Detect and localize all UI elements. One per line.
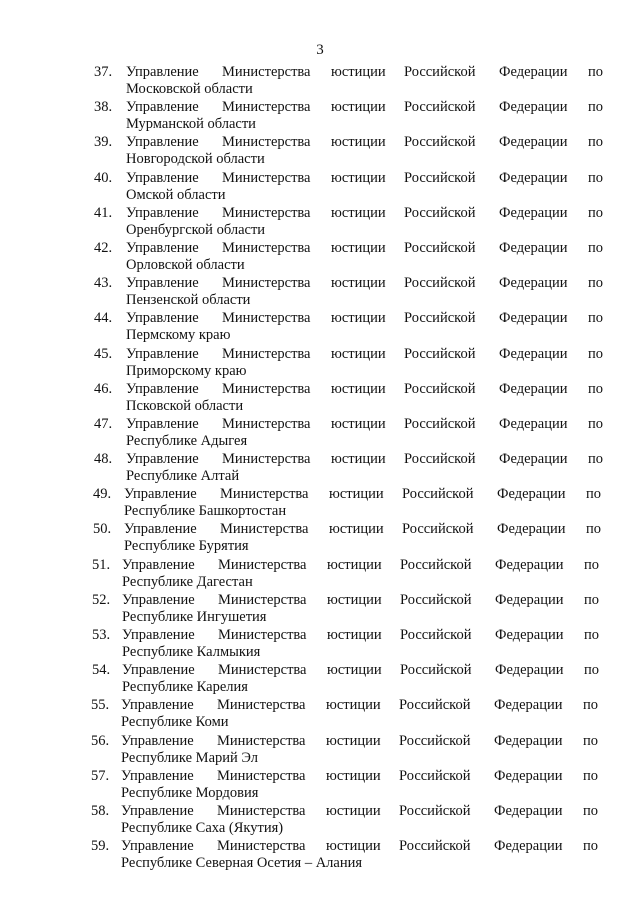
list-item <box>0 99 640 134</box>
item-number: 44. <box>94 310 113 327</box>
word-federatsii: Федерации <box>494 732 563 749</box>
word-yustitsii: юстиции <box>327 627 382 643</box>
item-title-line <box>121 803 608 820</box>
item-number: 38. <box>94 99 113 116</box>
word-ministerstva: Министерства <box>217 732 306 749</box>
item-title-line <box>126 346 608 363</box>
item-title-line <box>122 557 608 574</box>
item-number: 49. <box>93 486 112 503</box>
word-upravlenie: Управление <box>122 627 195 643</box>
word-yustitsii: юстиции <box>329 521 384 538</box>
item-number: 53. <box>92 627 111 643</box>
item-title-line <box>126 240 608 257</box>
word-federatsii: Федерации <box>495 662 564 679</box>
item-region: Республике Марий Эл <box>121 749 259 766</box>
word-ministerstva: Министерства <box>222 134 311 151</box>
word-ministerstva: Министерства <box>218 556 307 573</box>
word-po: по <box>588 134 604 151</box>
word-upravlenie: Управление <box>121 697 194 714</box>
word-ministerstva: Министерства <box>222 451 311 468</box>
item-title-line <box>124 521 608 538</box>
item-region: Пермскому краю <box>126 327 231 344</box>
item-region: Приморскому краю <box>126 362 247 379</box>
item-title-line <box>124 486 608 503</box>
list-item <box>0 134 640 169</box>
word-ministerstva: Министерства <box>222 99 311 116</box>
word-rossiyskoy: Российской <box>402 521 474 538</box>
item-title-line <box>121 768 608 785</box>
word-yustitsii: юстиции <box>327 662 382 679</box>
word-federatsii: Федерации <box>494 697 563 714</box>
list-item <box>0 451 640 486</box>
item-title-line <box>121 697 608 714</box>
word-po: по <box>586 486 602 503</box>
word-upravlenie: Управление <box>126 415 199 432</box>
word-ministerstva: Министерства <box>222 345 311 362</box>
word-yustitsii: юстиции <box>326 767 381 784</box>
item-region: Республике Алтай <box>126 468 240 485</box>
item-region: Омской области <box>126 186 226 203</box>
word-ministerstva: Министерства <box>222 239 311 256</box>
word-po: по <box>588 310 604 327</box>
item-number: 58. <box>91 802 110 819</box>
item-number: 37. <box>94 64 113 80</box>
word-yustitsii: юстиции <box>331 345 386 362</box>
word-rossiyskoy: Российской <box>399 732 471 749</box>
item-title-line <box>122 592 608 609</box>
item-number: 41. <box>94 204 113 221</box>
word-upravlenie: Управление <box>126 134 199 151</box>
word-upravlenie: Управление <box>121 767 194 784</box>
word-ministerstva: Министерства <box>218 591 307 608</box>
word-po: по <box>584 556 600 573</box>
word-federatsii: Федерации <box>499 99 568 116</box>
item-title-line <box>126 205 608 222</box>
word-yustitsii: юстиции <box>331 239 386 256</box>
item-number: 54. <box>92 662 111 679</box>
word-federatsii: Федерации <box>495 627 564 643</box>
word-federatsii: Федерации <box>497 486 566 503</box>
word-yustitsii: юстиции <box>331 169 386 186</box>
word-federatsii: Федерации <box>499 134 568 151</box>
word-ministerstva: Министерства <box>222 415 311 432</box>
word-po: по <box>588 451 604 468</box>
item-title-line <box>126 310 608 327</box>
word-po: по <box>588 204 604 221</box>
word-rossiyskoy: Российской <box>399 802 471 819</box>
item-number: 51. <box>92 556 111 573</box>
word-rossiyskoy: Российской <box>404 99 476 116</box>
item-number: 39. <box>94 134 113 151</box>
word-federatsii: Федерации <box>494 767 563 784</box>
word-upravlenie: Управление <box>126 204 199 221</box>
item-region: Орловской области <box>126 256 245 273</box>
word-federatsii: Федерации <box>499 64 568 80</box>
word-yustitsii: юстиции <box>331 99 386 116</box>
item-number: 50. <box>93 521 112 538</box>
word-rossiyskoy: Российской <box>404 134 476 151</box>
list-item <box>0 416 640 451</box>
word-ministerstva: Министерства <box>222 64 311 80</box>
word-rossiyskoy: Российской <box>399 838 471 855</box>
word-rossiyskoy: Российской <box>404 451 476 468</box>
word-po: по <box>588 415 604 432</box>
item-region: Республике Дагестан <box>122 573 253 590</box>
list-item <box>0 64 640 99</box>
word-po: по <box>583 697 599 714</box>
word-po: по <box>584 591 600 608</box>
item-title-line <box>121 733 608 750</box>
word-upravlenie: Управление <box>126 275 199 292</box>
word-po: по <box>583 802 599 819</box>
list-item <box>0 310 640 345</box>
list-item <box>0 240 640 275</box>
word-federatsii: Федерации <box>499 310 568 327</box>
word-federatsii: Федерации <box>499 451 568 468</box>
word-rossiyskoy: Российской <box>400 662 472 679</box>
word-rossiyskoy: Российской <box>404 345 476 362</box>
list-item <box>0 346 640 381</box>
item-number: 40. <box>94 169 113 186</box>
word-ministerstva: Министерства <box>218 627 307 643</box>
word-po: по <box>583 838 599 855</box>
item-region: Республике Карелия <box>122 679 248 696</box>
item-region: Новгородской области <box>126 151 265 168</box>
item-region: Мурманской области <box>126 116 256 133</box>
word-upravlenie: Управление <box>122 556 195 573</box>
item-number: 46. <box>94 380 113 397</box>
word-rossiyskoy: Российской <box>404 169 476 186</box>
word-po: по <box>588 345 604 362</box>
word-yustitsii: юстиции <box>327 556 382 573</box>
word-federatsii: Федерации <box>499 169 568 186</box>
word-rossiyskoy: Российской <box>404 204 476 221</box>
word-upravlenie: Управление <box>124 521 197 538</box>
item-region: Республике Адыгея <box>126 432 248 449</box>
word-rossiyskoy: Российской <box>404 64 476 80</box>
word-rossiyskoy: Российской <box>399 767 471 784</box>
word-rossiyskoy: Российской <box>404 310 476 327</box>
word-federatsii: Федерации <box>499 204 568 221</box>
word-po: по <box>588 169 604 186</box>
item-title-line <box>126 275 608 292</box>
word-ministerstva: Министерства <box>222 204 311 221</box>
word-upravlenie: Управление <box>126 239 199 256</box>
word-ministerstva: Министерства <box>222 169 311 186</box>
word-ministerstva: Министерства <box>218 662 307 679</box>
item-number: 45. <box>94 345 113 362</box>
list-item <box>0 627 640 662</box>
word-rossiyskoy: Российской <box>404 380 476 397</box>
list-item <box>0 697 640 732</box>
item-title-line <box>126 64 608 81</box>
word-federatsii: Федерации <box>495 591 564 608</box>
list-item <box>0 592 640 627</box>
item-title-line <box>126 99 608 116</box>
word-federatsii: Федерации <box>499 275 568 292</box>
word-upravlenie: Управление <box>126 451 199 468</box>
item-number: 52. <box>92 591 111 608</box>
item-number: 43. <box>94 275 113 292</box>
item-region: Псковской области <box>126 397 244 414</box>
word-federatsii: Федерации <box>499 415 568 432</box>
word-po: по <box>584 662 600 679</box>
word-po: по <box>583 767 599 784</box>
word-po: по <box>584 627 600 643</box>
word-po: по <box>588 275 604 292</box>
word-yustitsii: юстиции <box>331 451 386 468</box>
word-yustitsii: юстиции <box>326 732 381 749</box>
item-title-line <box>126 381 608 398</box>
item-region: Республике Ингушетия <box>122 608 267 625</box>
list-item <box>0 838 640 873</box>
item-title-line <box>122 662 608 679</box>
word-ministerstva: Министерства <box>217 838 306 855</box>
item-number: 47. <box>94 415 113 432</box>
page-number: 3 <box>316 42 324 58</box>
word-upravlenie: Управление <box>122 591 195 608</box>
word-yustitsii: юстиции <box>331 64 386 80</box>
item-region: Республике Саха (Якутия) <box>121 819 284 836</box>
item-region: Пензенской области <box>126 292 251 309</box>
item-number: 57. <box>91 767 110 784</box>
word-federatsii: Федерации <box>497 521 566 538</box>
word-upravlenie: Управление <box>126 380 199 397</box>
word-po: по <box>586 521 602 538</box>
word-rossiyskoy: Российской <box>404 239 476 256</box>
item-region: Республике Башкортостан <box>124 503 287 520</box>
word-rossiyskoy: Российской <box>404 275 476 292</box>
list-item <box>0 205 640 240</box>
item-region: Республике Северная Осетия – Алания <box>121 855 363 872</box>
item-region: Республике Бурятия <box>124 538 249 555</box>
item-region: Республике Калмыкия <box>122 644 261 660</box>
word-yustitsii: юстиции <box>327 591 382 608</box>
item-region: Оренбургской области <box>126 221 266 238</box>
list-item <box>0 662 640 697</box>
item-number: 55. <box>91 697 110 714</box>
word-yustitsii: юстиции <box>331 380 386 397</box>
word-rossiyskoy: Российской <box>400 627 472 643</box>
word-upravlenie: Управление <box>126 310 199 327</box>
word-yustitsii: юстиции <box>331 415 386 432</box>
item-region: Республике Коми <box>121 714 229 731</box>
word-rossiyskoy: Российской <box>404 415 476 432</box>
list-item <box>0 170 640 205</box>
word-federatsii: Федерации <box>499 380 568 397</box>
word-upravlenie: Управление <box>126 64 199 80</box>
item-region: Московской области <box>126 81 253 97</box>
word-ministerstva: Министерства <box>222 380 311 397</box>
list-item <box>0 275 640 310</box>
list-item <box>0 521 640 556</box>
word-rossiyskoy: Российской <box>400 591 472 608</box>
item-title-line <box>126 134 608 151</box>
item-number: 56. <box>91 732 110 749</box>
list-item <box>0 557 640 592</box>
word-upravlenie: Управление <box>126 169 199 186</box>
word-ministerstva: Министерства <box>217 767 306 784</box>
word-upravlenie: Управление <box>126 345 199 362</box>
item-title-line <box>126 416 608 433</box>
word-ministerstva: Министерства <box>220 486 309 503</box>
word-po: по <box>583 732 599 749</box>
item-title-line <box>121 838 608 855</box>
list-item <box>0 486 640 521</box>
word-federatsii: Федерации <box>495 556 564 573</box>
word-upravlenie: Управление <box>126 99 199 116</box>
word-po: по <box>588 239 604 256</box>
word-ministerstva: Министерства <box>217 802 306 819</box>
word-rossiyskoy: Российской <box>402 486 474 503</box>
item-number: 48. <box>94 451 113 468</box>
item-number: 59. <box>91 838 110 855</box>
list-item <box>0 381 640 416</box>
word-ministerstva: Министерства <box>220 521 309 538</box>
word-yustitsii: юстиции <box>331 134 386 151</box>
word-yustitsii: юстиции <box>331 204 386 221</box>
word-ministerstva: Министерства <box>222 275 311 292</box>
word-upravlenie: Управление <box>124 486 197 503</box>
item-title-line <box>122 627 608 644</box>
word-yustitsii: юстиции <box>331 310 386 327</box>
list-item <box>0 733 640 768</box>
word-ministerstva: Министерства <box>217 697 306 714</box>
list-item <box>0 768 640 803</box>
word-po: по <box>588 64 604 80</box>
word-upravlenie: Управление <box>121 732 194 749</box>
word-rossiyskoy: Российской <box>399 697 471 714</box>
word-federatsii: Федерации <box>494 838 563 855</box>
word-federatsii: Федерации <box>499 239 568 256</box>
word-federatsii: Федерации <box>499 345 568 362</box>
word-upravlenie: Управление <box>122 662 195 679</box>
word-ministerstva: Министерства <box>222 310 311 327</box>
word-po: по <box>588 380 604 397</box>
word-yustitsii: юстиции <box>329 486 384 503</box>
word-upravlenie: Управление <box>121 838 194 855</box>
item-title-line <box>126 451 608 468</box>
word-federatsii: Федерации <box>494 802 563 819</box>
list-item <box>0 803 640 838</box>
department-list <box>0 64 640 873</box>
item-title-line <box>126 170 608 187</box>
word-yustitsii: юстиции <box>326 802 381 819</box>
item-region: Республике Мордовия <box>121 784 259 801</box>
word-yustitsii: юстиции <box>331 275 386 292</box>
word-po: по <box>588 99 604 116</box>
word-rossiyskoy: Российской <box>400 556 472 573</box>
word-yustitsii: юстиции <box>326 697 381 714</box>
word-upravlenie: Управление <box>121 802 194 819</box>
item-number: 42. <box>94 239 113 256</box>
word-yustitsii: юстиции <box>326 838 381 855</box>
